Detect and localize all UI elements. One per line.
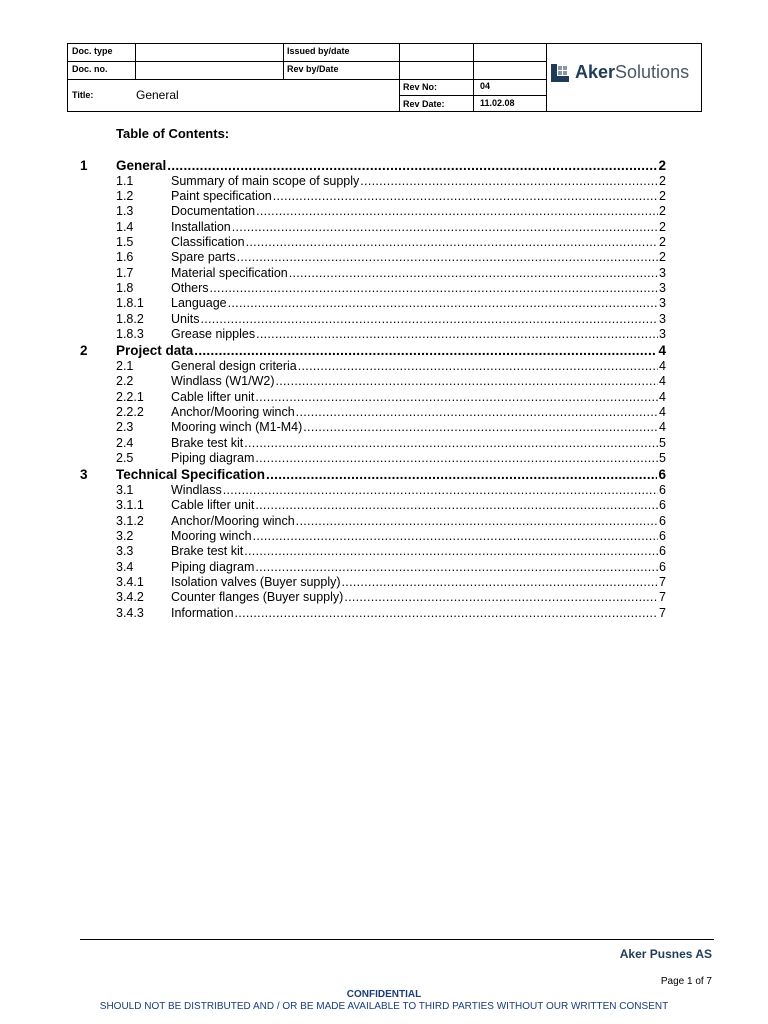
aker-solutions-logo-mark-icon [551,64,569,82]
toc-entry-page: 2 [659,173,666,188]
toc-entry[interactable] [80,420,666,435]
toc-entry-number: 1.8 [116,280,134,295]
toc-entry-number: 1.4 [116,219,134,234]
toc-dot-leader [232,220,658,235]
toc-entry-number: 1.8.2 [116,311,144,326]
toc-entry[interactable] [80,312,666,327]
toc-dot-leader [296,514,658,529]
toc-entry-text [171,544,666,559]
page-number: Page 1 of 7 [660,976,712,987]
toc-entry-label: Mooring winch (M1-M4) [171,420,303,435]
rev-date-value: 11.02.08 [480,98,515,108]
toc-entry-text [171,296,666,311]
toc-entry-label: General design criteria [171,358,297,373]
toc-entry-page: 2 [659,234,666,249]
toc-dot-leader [194,342,657,359]
toc-entry-label: Paint specification [171,188,272,203]
toc-entry-page: 3 [659,311,666,326]
toc-entry-page: 3 [659,327,666,341]
toc-entry-label: Windlass (W1/W2) [171,374,275,389]
toc-entry[interactable] [80,529,666,544]
toc-entry-page: 4 [659,404,666,419]
toc-entry-page: 5 [659,450,666,465]
doc-no-label: Doc. no. [72,64,108,74]
toc-dot-leader [244,436,658,451]
toc-entry-page: 6 [659,559,666,574]
toc-entry-number: 1.2 [116,188,134,203]
toc-entry[interactable] [80,174,666,189]
toc-entry-text [171,281,666,296]
toc-entry-label: Information [171,605,234,620]
toc-entry-text [171,174,666,189]
toc-entry-label: Brake test kit [171,435,244,450]
toc-entry-text [171,590,666,605]
rev-no-value: 04 [480,81,491,91]
title-label: Title: [72,90,94,100]
toc-dot-leader [167,157,657,174]
toc-dot-leader [256,327,658,342]
toc-entry-page: 4 [658,343,666,359]
toc-dot-leader [237,250,658,265]
toc-dot-leader [255,451,658,466]
toc-entry[interactable] [80,266,666,281]
toc-entry-page: 6 [659,498,666,513]
toc-dot-leader [235,606,659,621]
toc-entry-page: 2 [659,204,666,219]
toc-entry-number: 3.1.2 [116,513,144,528]
aker-solutions-logo [549,62,701,84]
toc-entry-text [116,466,666,483]
toc-entry-text [171,189,666,204]
toc-entry-text [116,342,666,359]
toc-entry-text [171,266,666,281]
toc-dot-leader [228,296,658,311]
toc-entry-page: 4 [659,389,666,404]
toc-dot-leader [298,359,658,374]
toc-title: Table of Contents: [116,126,230,141]
toc-entry-label: Windlass [171,482,222,497]
toc-entry-number: 1 [80,158,88,173]
toc-entry-label: Brake test kit [171,544,244,559]
toc-entry[interactable] [80,374,666,389]
toc-entry-text [171,374,666,389]
toc-entry[interactable] [80,405,666,420]
toc-entry[interactable] [80,189,666,204]
toc-dot-leader [200,312,658,327]
toc-entry-page: 6 [659,482,666,497]
toc-entry-label: Anchor/Mooring winch [171,404,295,419]
toc-dot-leader [266,466,657,483]
toc-entry-number: 3.2 [116,528,134,543]
toc-entry[interactable] [80,327,666,342]
toc-entry-number: 1.1 [116,173,134,188]
toc-entry-text [171,575,666,590]
footer-divider [80,939,714,940]
toc-entry-number: 2.2.2 [116,404,144,419]
toc-entry-page: 6 [659,513,666,528]
doc-no-value [135,62,283,79]
toc-entry-number: 1.8.1 [116,296,144,311]
toc-dot-leader [275,374,658,389]
toc-entry-label: Documentation [171,204,256,219]
footer-company: Aker Pusnes AS [619,947,712,961]
toc-entry-text [171,405,666,420]
document-header-table [67,43,702,112]
toc-entry-text [171,498,666,513]
toc-entry-page: 7 [659,590,666,605]
toc-dot-leader [253,529,658,544]
toc-entry-number: 1.7 [116,265,134,280]
toc-entry[interactable] [80,390,666,405]
toc-entry[interactable] [80,359,666,374]
toc-entry-page: 2 [659,250,666,265]
toc-entry-label: Piping diagram [171,450,255,465]
toc-entry-page: 3 [659,265,666,280]
toc-entry-page: 7 [659,574,666,589]
toc-entry-number: 3.4.3 [116,605,144,620]
toc-entry-label: Spare parts [171,250,236,265]
toc-entry-text [171,204,666,219]
toc-entry-number: 2 [80,343,88,359]
toc-entry-page: 2 [658,158,666,173]
toc-entry-label: Others [171,280,209,295]
toc-dot-leader [344,590,658,605]
toc-dot-leader [360,174,658,189]
toc-entry-label: General [116,158,167,173]
toc-entry-label: Counter flanges (Buyer supply) [171,590,344,605]
toc-entry-page: 3 [659,296,666,311]
logo-wordmark-bold: Aker [575,62,616,82]
doc-type-value [135,44,283,61]
toc-entry-number: 3.3 [116,544,134,559]
toc-entry-number: 2.2 [116,374,134,389]
toc-dot-leader [303,420,658,435]
rev-no-label: Rev No: [403,82,438,92]
toc-entry-label: Grease nipples [171,327,256,341]
toc-entry[interactable] [80,606,666,621]
toc-entry[interactable] [80,250,666,265]
toc-entry-text [171,514,666,529]
toc-dot-leader [223,483,658,498]
toc-entry[interactable] [80,514,666,529]
toc-entry-number: 3.1 [116,482,134,497]
toc-entry-page: 7 [659,605,666,620]
toc-entry[interactable] [80,436,666,451]
toc-dot-leader [255,498,658,513]
toc-entry-number: 3 [80,467,88,483]
toc-entry-text [171,390,666,405]
divider [68,79,546,80]
toc-entry-number: 1.6 [116,250,134,265]
issued-by-label: Issued by/date [287,46,350,56]
toc-entry-page: 2 [659,188,666,203]
doc-type-label: Doc. type [72,46,113,56]
toc-entry-number: 1.8.3 [116,327,144,341]
toc-dot-leader [244,544,658,559]
toc-entry-number: 3.4.1 [116,574,144,589]
toc-entry[interactable] [80,575,666,590]
toc-entry-label: Installation [171,219,231,234]
toc-entry-page: 4 [659,358,666,373]
toc-entry[interactable] [80,342,666,359]
toc-entry-text [171,451,666,466]
toc-entry-number: 2.5 [116,450,134,465]
toc-entry[interactable] [80,220,666,235]
confidential-label: CONFIDENTIAL [346,989,422,1000]
toc-entry-page: 4 [659,420,666,435]
toc-entry-label: Classification [171,234,245,249]
toc-entry-number: 1.5 [116,234,134,249]
toc-dot-leader [296,405,658,420]
toc-entry[interactable] [80,235,666,250]
toc-entry[interactable] [80,157,666,174]
toc-entry[interactable] [80,483,666,498]
toc-entry-label: Material specification [171,265,288,280]
toc-entry-label: Units [171,311,200,326]
toc-entry-label: Mooring winch [171,528,252,543]
toc-entry-text [171,560,666,575]
toc-entry[interactable] [80,498,666,513]
rev-by-label: Rev by/Date [287,64,339,74]
divider [473,44,474,112]
toc-entry-text [171,312,666,327]
toc-entry-label: Technical Specification [116,467,266,483]
toc-entry[interactable] [80,204,666,219]
toc-entry-text [171,436,666,451]
toc-dot-leader [246,235,658,250]
toc-dot-leader [210,281,659,296]
toc-entry[interactable] [80,590,666,605]
toc-entry-page: 2 [659,219,666,234]
logo-wordmark-rest: Solutions [615,62,690,82]
toc-entry-page: 5 [659,435,666,450]
toc-entry-text [171,220,666,235]
toc-entry-number: 2.1 [116,358,134,373]
toc-entry[interactable] [80,466,666,483]
toc-entry-text [116,157,666,174]
toc-entry-page: 6 [658,467,666,483]
toc-entry[interactable] [80,296,666,311]
toc-entry-label: Piping diagram [171,559,255,574]
toc-dot-leader [256,204,658,219]
toc-entry-page: 4 [659,374,666,389]
confidential-notice: SHOULD NOT BE DISTRIBUTED AND / OR BE MADE AVAILABLE TO THIRD PARTIES WITHOUT OUR WRITTEN CONSENT [99,1001,669,1012]
toc-entry-text [171,250,666,265]
toc-dot-leader [255,390,658,405]
toc-entry[interactable] [80,281,666,296]
toc-entry-text [171,606,666,621]
toc-entry-text [171,529,666,544]
toc-entry-number: 3.4 [116,559,134,574]
toc-entry-number: 3.1.1 [116,498,144,513]
title-value: General [136,88,179,102]
toc-entry-number: 2.2.1 [116,389,144,404]
divider [546,44,547,112]
toc-entry-text [171,359,666,374]
toc-entry-text [171,483,666,498]
toc-entry-text [171,420,666,435]
toc-entry-number: 2.3 [116,420,134,435]
toc-entry[interactable] [80,451,666,466]
toc-entry[interactable] [80,544,666,559]
toc-dot-leader [273,189,658,204]
rev-date-label: Rev Date: [403,99,445,109]
toc-entry-text [171,327,666,342]
toc-entry-page: 6 [659,528,666,543]
toc-entry[interactable] [80,560,666,575]
toc-entry-page: 6 [659,544,666,559]
toc-entry-label: Cable lifter unit [171,389,255,404]
toc-entry-label: Language [171,296,227,311]
toc-entry-number: 3.4.2 [116,590,144,605]
toc-entry-text [171,235,666,250]
toc-entry-number: 1.3 [116,204,134,219]
toc-entry-page: 3 [659,280,666,295]
logo-wordmark [575,62,689,83]
toc-dot-leader [255,560,658,575]
toc-entry-label: Project data [116,343,194,359]
toc-entry-number: 2.4 [116,435,134,450]
toc-dot-leader [342,575,659,590]
toc-entry-label: Summary of main scope of supply [171,173,360,188]
toc-dot-leader [289,266,658,281]
toc-entry-label: Cable lifter unit [171,498,255,513]
toc-entry-label: Isolation valves (Buyer supply) [171,574,341,589]
toc-entry-label: Anchor/Mooring winch [171,513,295,528]
